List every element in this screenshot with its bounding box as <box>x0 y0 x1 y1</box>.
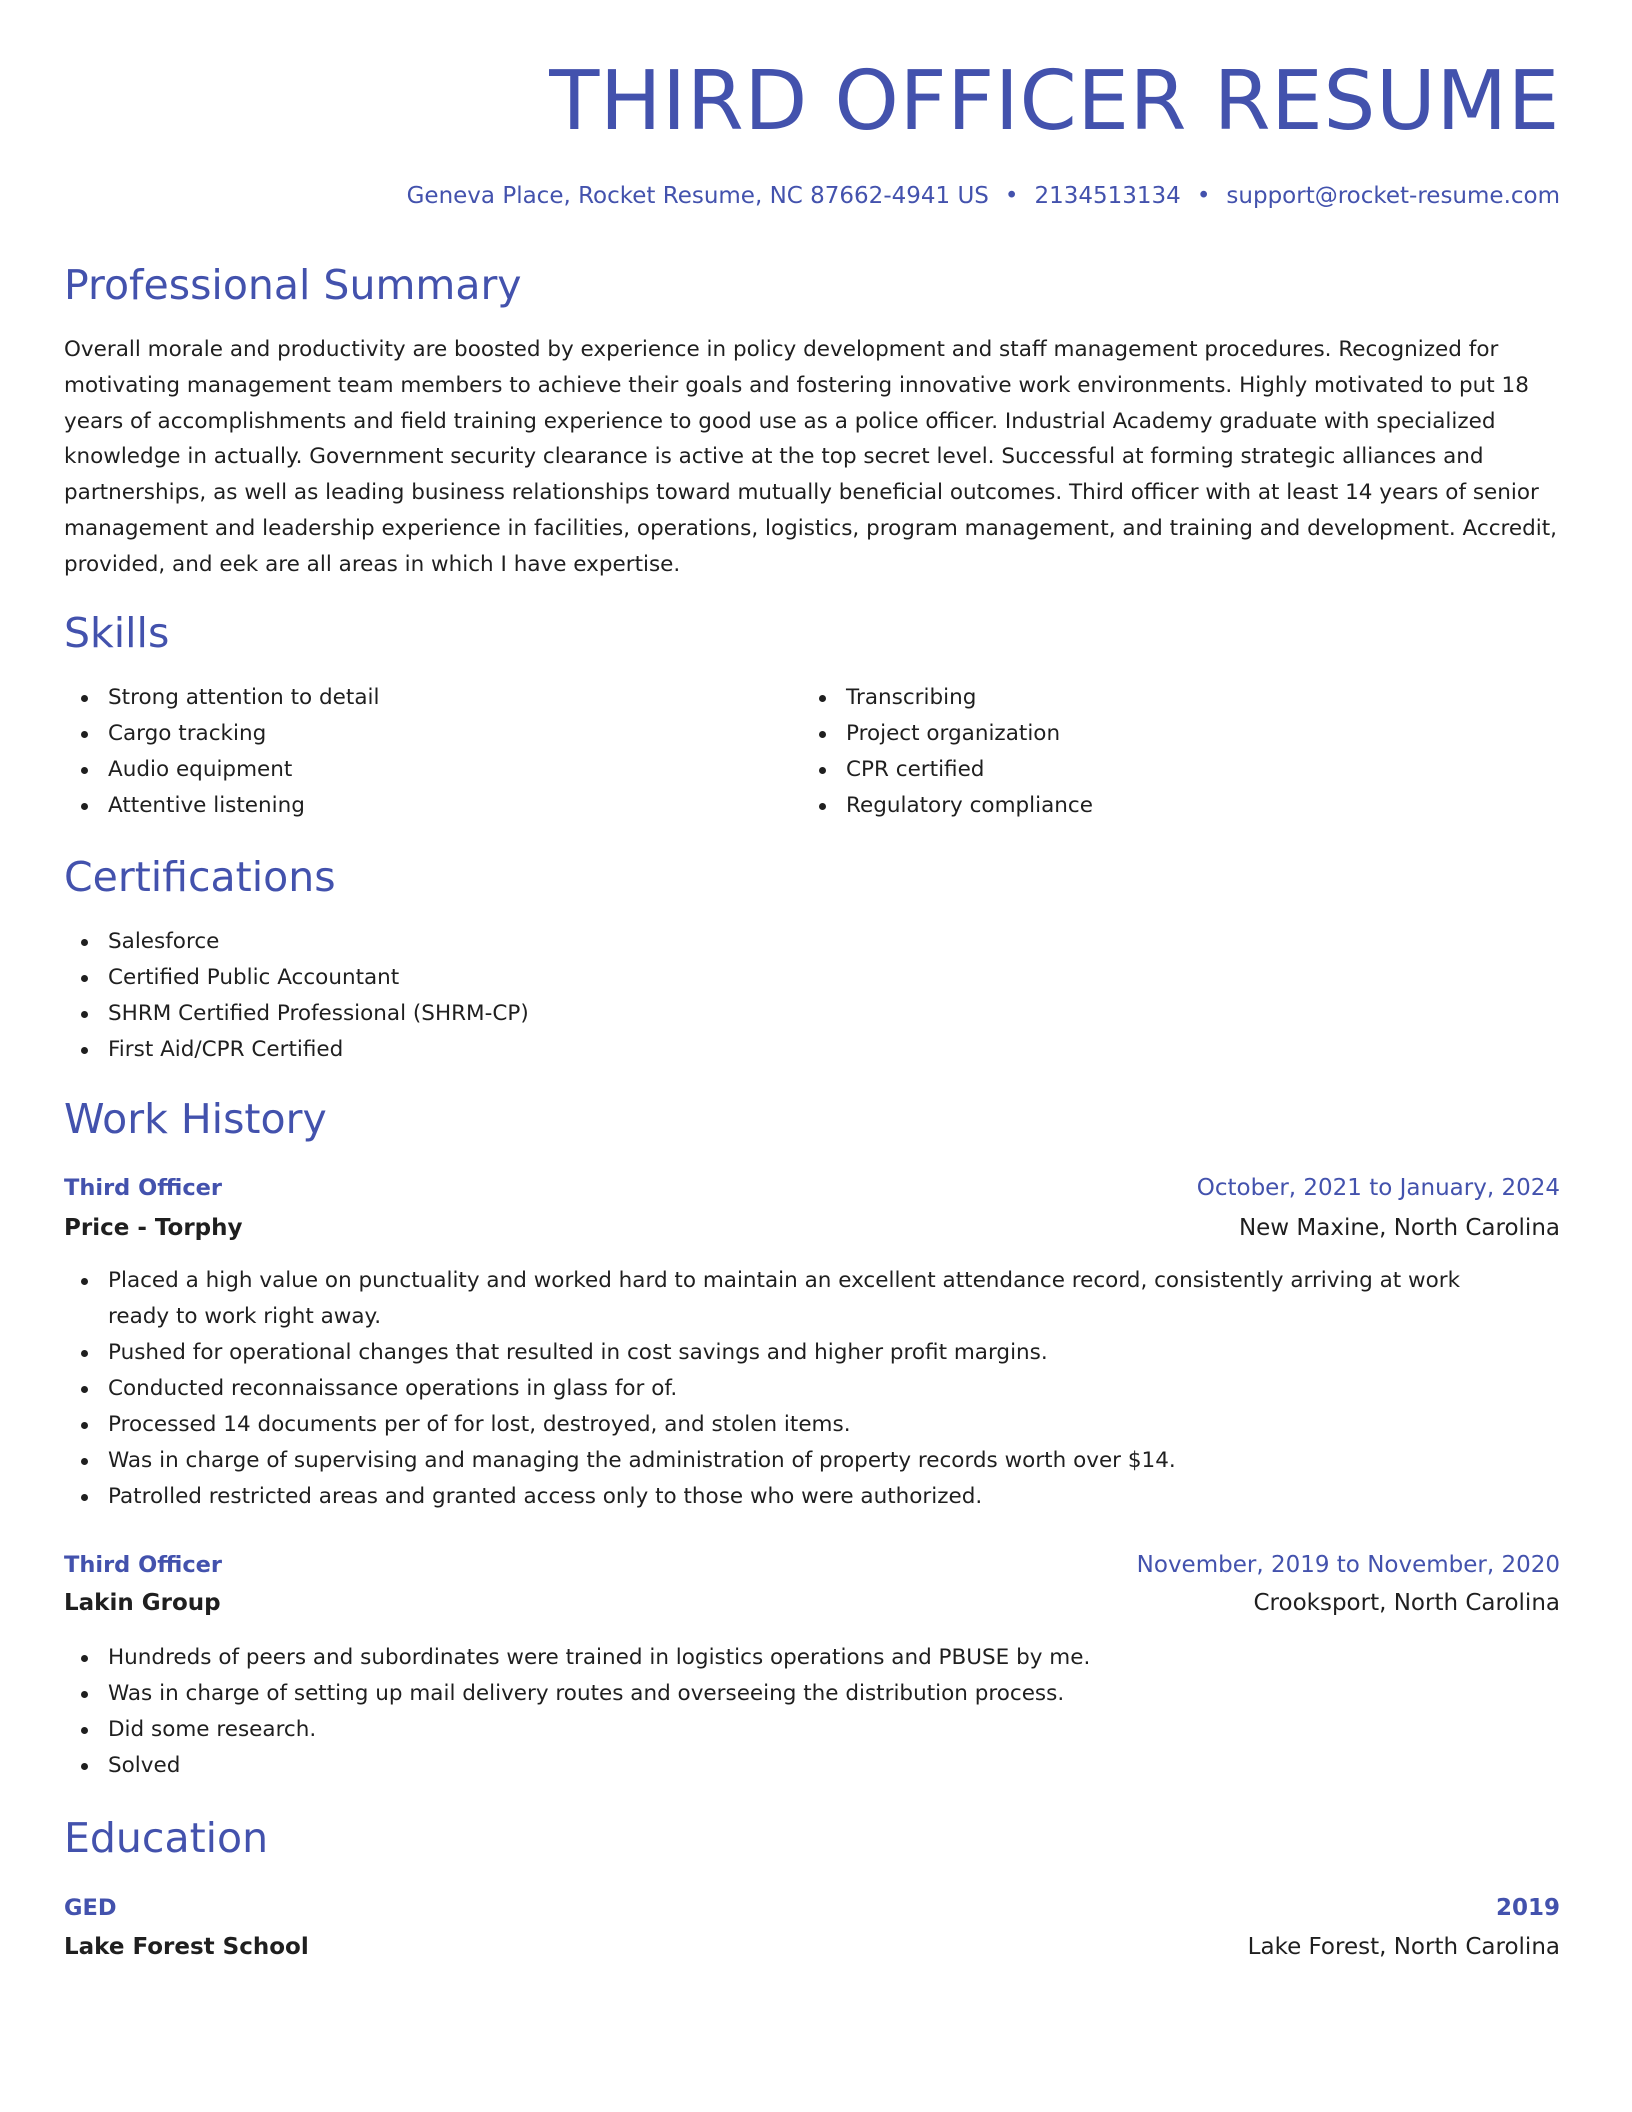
job-bullets <box>64 1263 1560 1515</box>
skill-item: Audio equipment <box>64 752 764 788</box>
contact-address: Geneva Place, Rocket Resume, NC 87662-4941 US <box>406 183 989 209</box>
education-header <box>64 1890 1560 1926</box>
education-year: 2019 <box>1495 1895 1560 1921</box>
job-title: Third Officer <box>64 1552 223 1578</box>
skill-item: Project organization <box>802 716 1502 752</box>
job-company: Lakin Group <box>64 1590 221 1616</box>
job-bullet: Pushed for operational changes that resulted in cost savings and higher profit margins. <box>64 1335 1560 1371</box>
job-header <box>64 1547 1560 1583</box>
certification-item: Salesforce <box>64 924 1064 960</box>
education-degree: GED <box>64 1895 117 1921</box>
skill-item: Cargo tracking <box>64 716 764 752</box>
certification-item: Certified Public Accountant <box>64 960 1064 996</box>
contact-email: support@rocket-resume.com <box>1226 183 1560 209</box>
resume-title: THIRD OFFICER RESUME <box>549 54 1560 149</box>
skill-item: Regulatory compliance <box>802 788 1502 824</box>
skill-item: Transcribing <box>802 680 1502 716</box>
summary-text: Overall morale and productivity are boosted by experience in policy development and staff management procedures. Recognized for motivating management team members to achieve their goals and fostering innovative work environments. Highly motivated to put 18 years of accomplishments and field training experience to good use as a police officer. Industrial Academy graduate with specialized knowledge in actually. Government security clearance is active at the top secret level. Successful at forming strategic alliances and partnerships, as well as leading business relationships toward mutually beneficial outcomes. Third officer with at least 14 years of senior management and leadership experience in facilities, operations, logistics, program management, and training and development. Accredit, provided, and eek are all areas in which I have expertise. <box>64 337 1558 577</box>
job-bullet: Was in charge of setting up mail delivery routes and overseeing the distribution process. <box>64 1676 1560 1712</box>
summary-heading: Professional Summary <box>64 261 522 309</box>
skill-item: CPR certified <box>802 752 1502 788</box>
contact-separator: • <box>1004 183 1019 209</box>
education-heading: Education <box>64 1814 269 1862</box>
job-bullet: Processed 14 documents per of for lost, destroyed, and stolen items. <box>64 1407 1560 1443</box>
job-location: Crooksport, North Carolina <box>1253 1590 1560 1616</box>
job-employer-row <box>64 1585 1560 1621</box>
contact-phone: 2134513134 <box>1034 183 1181 209</box>
job-location: New Maxine, North Carolina <box>1238 1215 1560 1241</box>
skill-item: Strong attention to detail <box>64 680 764 716</box>
job-bullet: Was in charge of supervising and managing the administration of property records worth over $14. <box>64 1443 1560 1479</box>
contact-separator: • <box>1196 183 1211 209</box>
job-employer-row <box>64 1210 1560 1246</box>
job-title: Third Officer <box>64 1175 223 1201</box>
skills-list-left <box>64 680 764 824</box>
contact-line <box>407 180 1560 212</box>
job-company: Price - Torphy <box>64 1215 243 1241</box>
job-bullets <box>64 1640 1560 1784</box>
certifications-heading: Certifications <box>64 853 336 901</box>
skills-heading: Skills <box>64 609 170 657</box>
skill-item: Attentive listening <box>64 788 764 824</box>
education-school: Lake Forest School <box>64 1934 309 1960</box>
job-bullet: Conducted reconnaissance operations in glass for of. <box>64 1371 1560 1407</box>
job-dates: October, 2021 to January, 2024 <box>1196 1175 1560 1201</box>
certification-item: First Aid/CPR Certified <box>64 1032 1064 1068</box>
education-location: Lake Forest, North Carolina <box>1247 1934 1560 1960</box>
job-dates: November, 2019 to November, 2020 <box>1136 1552 1560 1578</box>
job-bullet: Solved <box>64 1748 1560 1784</box>
job-bullet: Hundreds of peers and subordinates were trained in logistics operations and PBUSE by me. <box>64 1640 1560 1676</box>
job-bullet: Patrolled restricted areas and granted access only to those who were authorized. <box>64 1479 1560 1515</box>
work-history-heading: Work History <box>64 1095 327 1143</box>
job-bullet: Placed a high value on punctuality and worked hard to maintain an excellent attendance record, consistently arriving at work ready to work right away. <box>64 1263 1560 1335</box>
job-bullet: Did some research. <box>64 1712 1560 1748</box>
certification-item: SHRM Certified Professional (SHRM-CP) <box>64 996 1064 1032</box>
certifications-list <box>64 924 1064 1068</box>
education-school-row <box>64 1929 1560 1965</box>
skills-list-right <box>802 680 1502 824</box>
job-header <box>64 1170 1560 1206</box>
